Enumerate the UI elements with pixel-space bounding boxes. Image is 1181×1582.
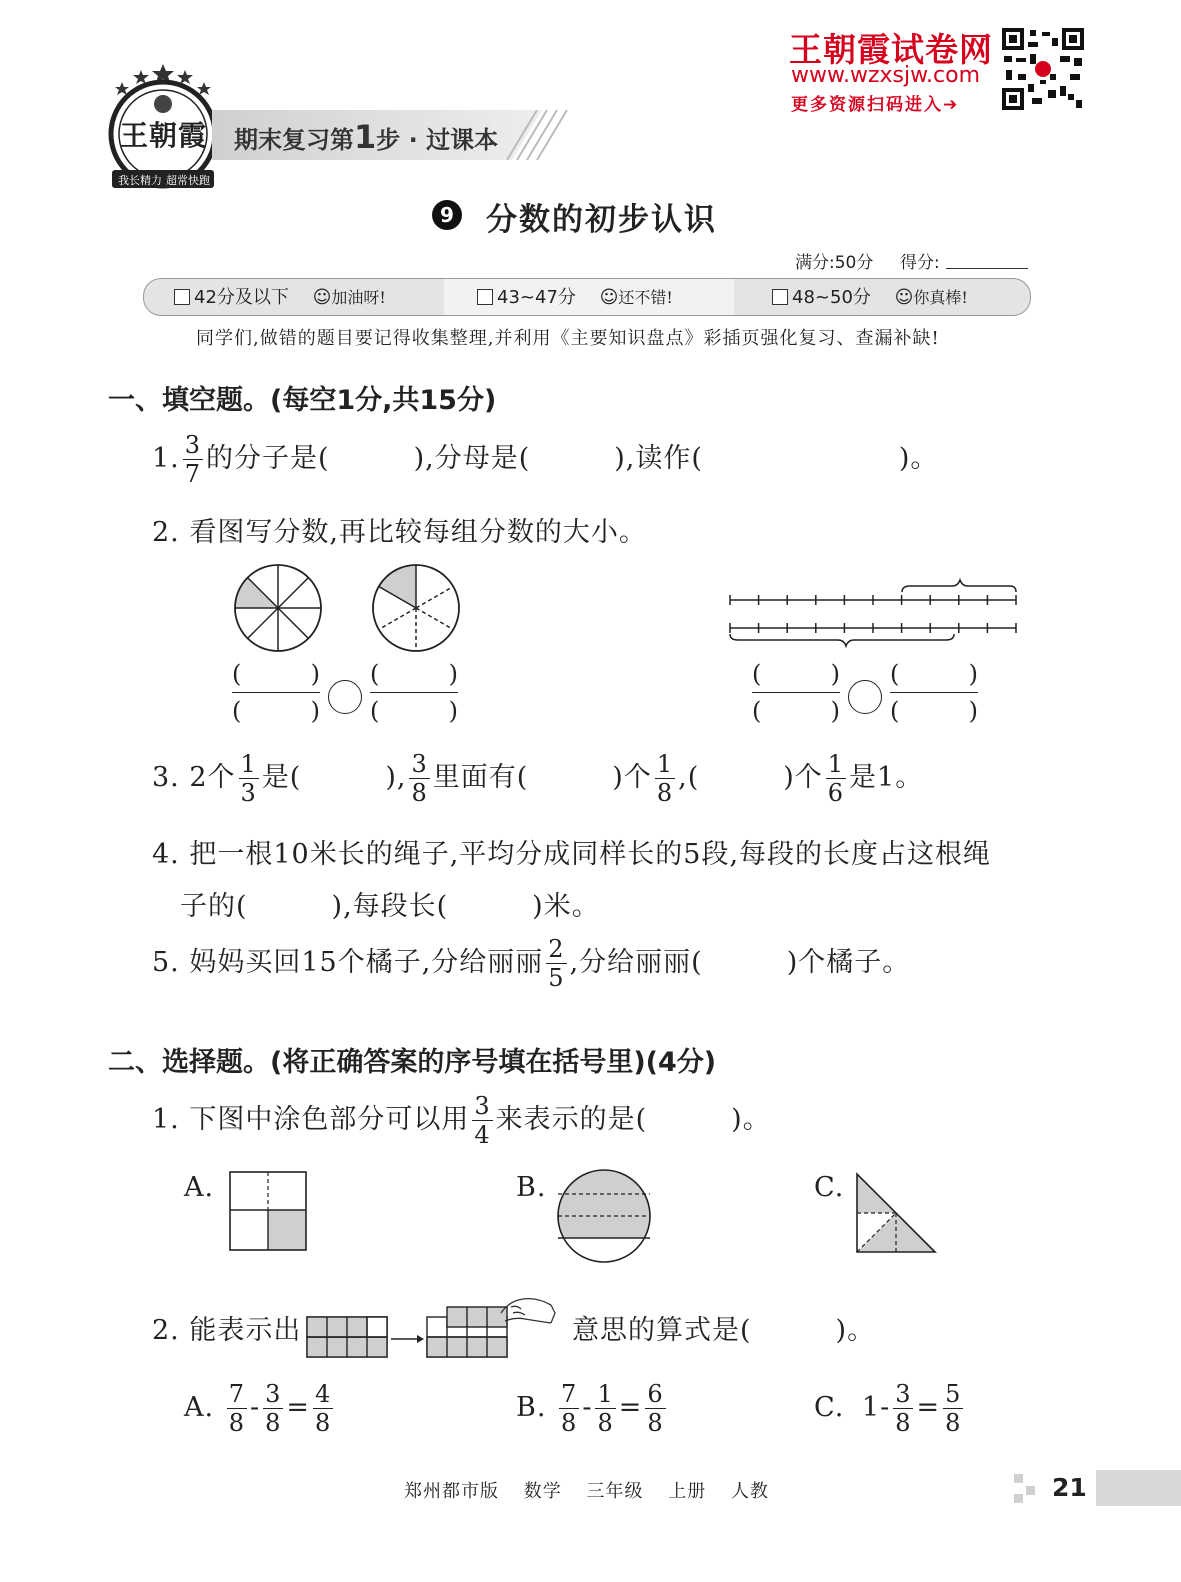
logo-text: 王朝霞 <box>120 119 208 152</box>
question-1-4-line-1: 4. 把一根10米长的绳子,平均分成同样长的5段,每段的长度占这根绳 <box>152 839 992 870</box>
score-level-bar <box>143 278 1031 316</box>
denominator: 8 <box>315 1409 332 1437</box>
score-level-3-msg: 你真棒! <box>913 288 968 307</box>
denominator: 8 <box>561 1409 578 1437</box>
page-number: 21 <box>1052 1473 1087 1502</box>
bracket-close: ) <box>310 660 320 688</box>
q-text: 来表示的是( )。 <box>495 1104 771 1135</box>
q-text: ,( )个 <box>678 762 823 793</box>
question-1-3 <box>152 750 923 807</box>
blank-fraction[interactable] <box>232 660 320 725</box>
compare-circle[interactable] <box>328 680 362 714</box>
denominator: 7 <box>184 460 202 488</box>
numerator: 3 <box>265 1380 282 1408</box>
option-a-label[interactable]: A. <box>184 1172 215 1203</box>
footer-grade: 三年级 <box>586 1481 644 1502</box>
denominator: 8 <box>228 1409 245 1437</box>
segment-figures <box>726 578 1021 648</box>
full-score: 满分:50分 <box>795 253 874 273</box>
bracket-close: ) <box>448 697 458 725</box>
numerator: 1 <box>597 1380 614 1408</box>
fraction <box>227 1380 247 1437</box>
option-label: A. <box>184 1392 215 1423</box>
fraction <box>645 1380 665 1437</box>
hand-icon <box>501 1299 555 1323</box>
numerator: 6 <box>647 1380 664 1408</box>
score-level-3[interactable] <box>772 283 968 309</box>
equals-sign: = <box>618 1392 643 1423</box>
bracket-open: ( <box>890 660 900 688</box>
q-text: 是( ), <box>261 762 407 793</box>
blank-fraction[interactable] <box>370 660 458 725</box>
bracket-close: ) <box>310 697 320 725</box>
question-1-5 <box>152 935 910 992</box>
footer <box>404 1477 769 1503</box>
score-level-1-range: 42分及以下 <box>194 287 289 308</box>
step-title <box>234 118 498 156</box>
equals-sign: = <box>916 1392 941 1423</box>
fraction <box>595 1380 615 1437</box>
score-level-1[interactable] <box>174 283 386 309</box>
footer-subject: 数学 <box>523 1481 562 1502</box>
denominator: 3 <box>240 779 257 807</box>
score-level-1-checkbox[interactable] <box>174 289 190 305</box>
minus-sign: - <box>582 1392 593 1423</box>
score-level-1-msg: 加油呀! <box>331 288 386 307</box>
equals-sign: = <box>286 1392 310 1423</box>
question-1-4-line-2: 子的( ),每段长( )米。 <box>180 891 600 922</box>
numerator: 7 <box>228 1380 245 1408</box>
question-2-2-prefix: 2. 能表示出 <box>152 1315 302 1346</box>
fraction <box>893 1380 913 1437</box>
score-level-3-range: 48~50分 <box>792 287 871 308</box>
fraction <box>546 935 566 992</box>
numerator: 1 <box>656 750 674 778</box>
denominator: 8 <box>945 1409 962 1437</box>
fraction <box>826 750 846 807</box>
score-level-2-checkbox[interactable] <box>477 289 493 305</box>
step-title-prefix: 期末复习第 <box>234 126 354 154</box>
compare-group-left <box>232 660 462 735</box>
denominator: 8 <box>411 779 428 807</box>
unit-number-badge: 9 <box>432 200 462 230</box>
q-text: 里面有( )个 <box>432 762 652 793</box>
denominator: 8 <box>597 1409 614 1437</box>
site-title: 王朝霞试卷网 <box>789 30 993 69</box>
option-b-label[interactable]: B. <box>516 1172 547 1203</box>
q-text: 是1。 <box>849 762 924 793</box>
denominator: 8 <box>647 1409 664 1437</box>
footer-term: 上册 <box>668 1481 707 1502</box>
numerator: 3 <box>895 1380 912 1408</box>
q-text: ,分给丽丽( )个橘子。 <box>569 947 911 978</box>
denominator: 8 <box>656 779 674 807</box>
option-a-equation[interactable] <box>184 1380 336 1437</box>
bracket-open: ( <box>890 697 900 725</box>
bracket-open: ( <box>752 660 762 688</box>
score-level-3-checkbox[interactable] <box>772 289 788 305</box>
site-url[interactable]: www.wzxsjw.com <box>791 63 981 88</box>
site-cta: 更多资源扫码进入➔ <box>791 95 960 115</box>
footer-publisher: 人教 <box>730 1481 769 1502</box>
question-1-2: 2. 看图写分数,再比较每组分数的大小。 <box>152 517 647 548</box>
face-icon: ☺ <box>894 287 914 308</box>
denominator: 5 <box>548 964 565 992</box>
blank-fraction[interactable] <box>890 660 978 725</box>
bracket-open: ( <box>232 697 242 725</box>
option-c-triangle-figure[interactable] <box>853 1170 941 1260</box>
fraction <box>409 750 429 807</box>
question-1-1 <box>152 431 938 488</box>
numerator: 3 <box>474 1092 491 1120</box>
bracket-close: ) <box>968 697 978 725</box>
face-icon: ☺ <box>599 287 619 308</box>
score-level-2[interactable] <box>477 283 673 309</box>
qr-code-icon[interactable] <box>1002 28 1084 110</box>
fraction <box>263 1380 283 1437</box>
numerator: 4 <box>315 1380 332 1408</box>
numerator: 3 <box>411 750 428 778</box>
denominator: 8 <box>265 1409 282 1437</box>
bracket-open: ( <box>370 697 380 725</box>
question-2-1 <box>152 1092 771 1149</box>
fraction <box>472 1092 492 1149</box>
numerator: 2 <box>548 935 565 963</box>
q-text: 的分子是( ),分母是( ),读作( )。 <box>206 443 939 474</box>
numerator: 1 <box>240 750 257 778</box>
q-number: 1. <box>152 443 180 474</box>
bracket-close: ) <box>830 697 840 725</box>
page-title: 分数的初步认识 <box>486 202 717 238</box>
score-input[interactable] <box>946 268 1028 269</box>
compare-group-right <box>752 660 982 735</box>
blocks-figure <box>305 1283 560 1363</box>
option-label: B. <box>516 1392 547 1423</box>
bracket-close: ) <box>448 660 458 688</box>
bracket-open: ( <box>752 697 762 725</box>
whole-number: 1 <box>861 1392 881 1423</box>
numerator: 5 <box>945 1380 962 1408</box>
step-banner <box>212 110 572 160</box>
bracket-close: ) <box>830 660 840 688</box>
step-title-suffix: 步 · 过课本 <box>376 126 499 154</box>
bracket-open: ( <box>232 660 242 688</box>
option-c-equation[interactable] <box>814 1380 966 1437</box>
denominator: 8 <box>895 1409 912 1437</box>
compare-circle[interactable] <box>848 680 882 714</box>
step-number: 1 <box>354 118 377 156</box>
option-c-label[interactable]: C. <box>814 1172 845 1203</box>
numerator: 7 <box>561 1380 578 1408</box>
bracket-close: ) <box>968 660 978 688</box>
q-text: 5. 妈妈买回15个橘子,分给丽丽 <box>152 947 544 978</box>
option-b-circle-figure[interactable] <box>554 1168 654 1268</box>
fraction <box>559 1380 579 1437</box>
logo-motto-right: 超常快跑 <box>166 174 210 187</box>
option-label: C. <box>814 1392 845 1423</box>
fraction <box>183 431 203 488</box>
fraction <box>313 1380 333 1437</box>
numerator: 1 <box>827 750 845 778</box>
question-2-2-suffix: 意思的算式是( )。 <box>572 1315 876 1346</box>
blank-fraction[interactable] <box>752 660 840 725</box>
logo-motto-left: 我长精力 <box>118 174 162 187</box>
score-label: 得分: <box>900 253 940 273</box>
numerator: 3 <box>184 431 202 459</box>
option-b-equation[interactable] <box>516 1380 669 1437</box>
section-1-title: 一、填空题。(每空1分,共15分) <box>108 385 497 416</box>
footer-edition: 郑州都市版 <box>404 1481 499 1502</box>
bracket-open: ( <box>370 660 380 688</box>
q-text: 3. 2个 <box>152 762 236 793</box>
page-number-bar <box>1096 1470 1181 1506</box>
minus-sign: - <box>249 1392 261 1423</box>
fraction <box>943 1380 963 1437</box>
fraction <box>655 750 675 807</box>
notice: 同学们,做错的题目要记得收集整理,并利用《主要知识盘点》彩插页强化复习、查漏补缺! <box>196 328 940 349</box>
section-2-title: 二、选择题。(将正确答案的序号填在括号里)(4分) <box>108 1047 717 1078</box>
minus-sign: - <box>880 1392 891 1423</box>
denominator: 6 <box>827 779 845 807</box>
fraction <box>239 750 259 807</box>
page-corner-decoration <box>1014 1474 1044 1508</box>
q-text: 1. 下图中涂色部分可以用 <box>152 1104 470 1135</box>
denominator: 4 <box>474 1121 491 1149</box>
option-a-square-figure[interactable] <box>228 1170 308 1256</box>
brand-logo <box>104 62 222 190</box>
score-level-2-range: 43~47分 <box>497 287 576 308</box>
circle-figures <box>230 562 470 654</box>
face-icon: ☺ <box>312 287 332 308</box>
score-level-2-msg: 还不错! <box>618 288 673 307</box>
